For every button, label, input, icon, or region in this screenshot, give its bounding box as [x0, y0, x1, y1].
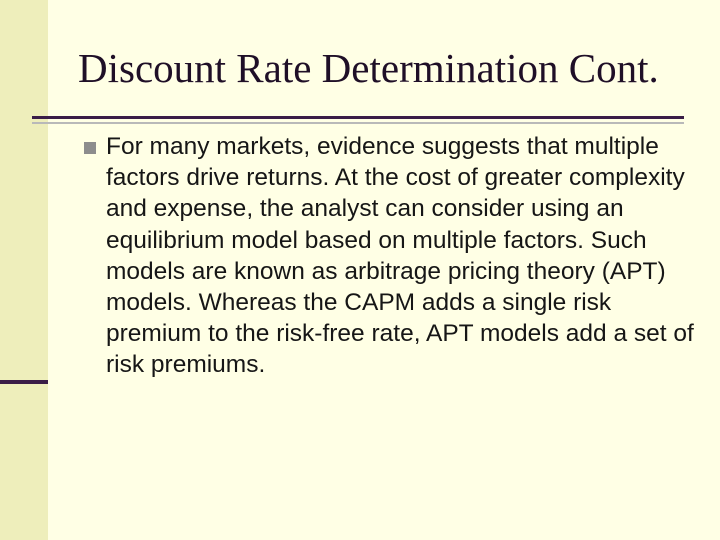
square-bullet-icon — [84, 142, 96, 154]
title-divider — [32, 116, 684, 119]
left-decorative-panel — [0, 0, 48, 540]
left-accent-bar — [0, 380, 48, 384]
title-divider-shadow — [32, 122, 684, 124]
bullet-text: For many markets, evidence suggests that multiple factors drive returns. At the cost of greater complexity and expense, the analyst can consider using an equilibrium model based on multiple factors. Such models are known as arbitrage pricing theory (APT) models. Whereas the CAPM adds a single risk premium to the risk-free rate, APT models add a set of risk premiums. — [106, 133, 694, 379]
slide-title: Discount Rate Determination Cont. — [78, 45, 659, 91]
